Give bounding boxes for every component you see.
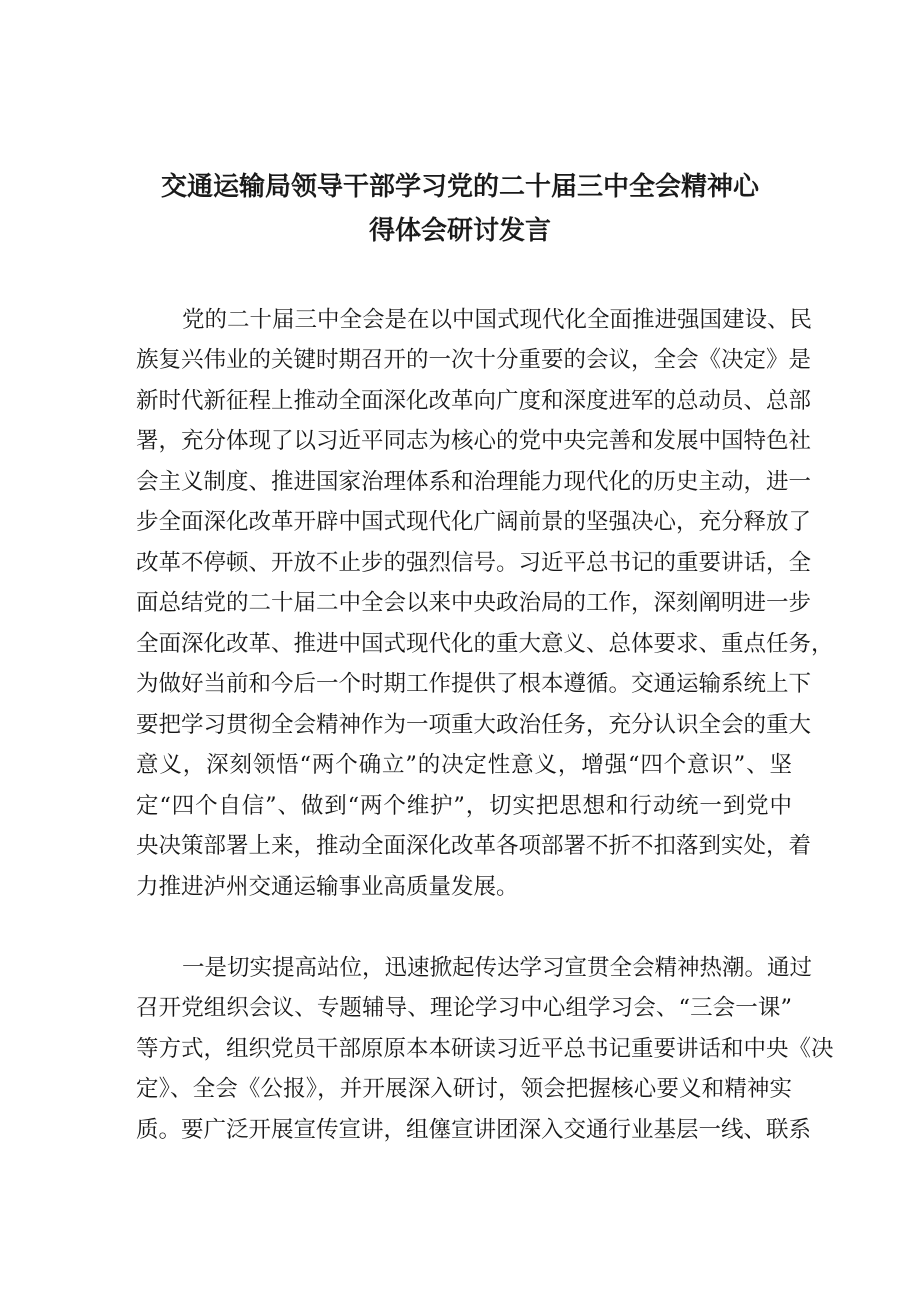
text-line: 质。要广泛开展宣传宣讲，组僿宣讲团深入交通行业基层一线、联系: [136, 1117, 812, 1143]
text-line: 族复兴伟业的关键时期召开的一次十分重要的会议，全会《决定》是: [136, 347, 812, 373]
text-line: 党的二十届三中全会是在以中国式现代化全面推进强国建设、民: [182, 307, 813, 333]
text-line: 召开党组织会议、专题辅导、理论学习中心组学习会、“三会一课”: [136, 995, 792, 1021]
document-title-line-2: 得体会研讨发言: [368, 216, 551, 246]
text-line: 等方式，组织党员干部原原本本研读习近平总书记重要讲话和中央《决: [136, 1036, 834, 1062]
text-line: 定》、全会《公报》，并开展深入研讨，领会把握核心要义和精神实: [136, 1076, 792, 1102]
text-line: 要把学习贯彻全会精神作为一项重大政治任务，充分认识全会的重大: [136, 712, 812, 738]
text-line: 力推进泸州交通运输事业高质量发展。: [136, 874, 519, 900]
document-title-line-1: 交通运输局领导干部学习党的二十届三中全会精神心: [160, 172, 759, 202]
text-line: 央决策部署上来，推动全面深化改革各项部署不折不扣落到实处，着: [136, 833, 812, 859]
text-line: 步全面深化改革开辟中国式现代化广阔前景的坚强决心，充分释放了: [136, 509, 812, 535]
text-line: 新时代新征程上推动全面深化改革向广度和深度进军的总动员、总部: [136, 388, 812, 414]
text-line: 署，充分体现了以习近平同志为核心的党中央完善和发展中国特色社: [136, 428, 812, 454]
text-line: 一是切实提高站位，迅速掀起传达学习宣贯全会精神热潮。通过: [182, 955, 813, 981]
text-line: 为做好当前和今后一个时期工作提供了根本遵循。交通运输系统上下: [136, 671, 812, 697]
text-line: 面总结党的二十届二中全会以来中央政治局的工作，深刻阐明进一步: [136, 590, 812, 616]
text-line: 改革不停顿、开放不止步的强烈信号。习近平总书记的重要讲话，全: [136, 550, 812, 576]
text-line: 会主义制度、推进国家治理体系和治理能力现代化的历史主动，进一: [136, 469, 812, 495]
text-line: 意义，深刻领悟“两个确立”的决定性意义，增强“四个意识”、坚: [136, 752, 792, 778]
text-line: 定“四个自信”、做到“两个维护”，切实把思想和行动统一到党中: [136, 793, 792, 819]
text-line: 全面深化改革、推进中国式现代化的重大意义、总体要求、重点任务，: [136, 631, 834, 657]
